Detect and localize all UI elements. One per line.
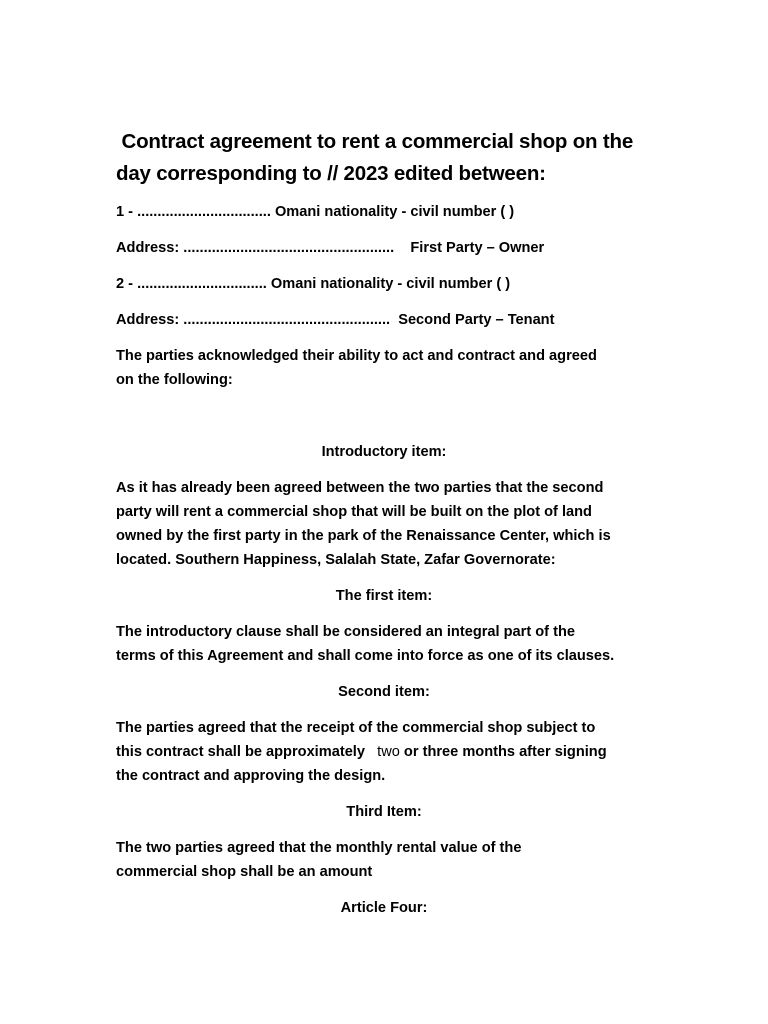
second-item-paragraph: [116, 716, 652, 788]
party2-line: 2 - ................................ Omani nationality - civil number ( ): [116, 276, 511, 292]
second-line-3: the contract and approving the design.: [116, 768, 386, 784]
second-line-1: The parties agreed that the receipt of the commercial shop subject to: [116, 720, 596, 736]
ack-line-2: on the following:: [116, 372, 233, 388]
first-line-2: terms of this Agreement and shall come into force as one of its clauses.: [116, 648, 615, 664]
title-line-1: Contract agreement to rent a commercial shop on the: [116, 130, 634, 153]
second-line-2a: this contract shall be approximately: [116, 744, 378, 760]
acknowledgement-paragraph: [116, 344, 652, 392]
party2-address: Address: ................................................... Second Party – Tenant: [116, 312, 555, 328]
party1-address: Address: .................................................... First Party – Owner: [116, 240, 545, 256]
second-item-heading: Second item:: [338, 684, 430, 700]
third-line-2: commercial shop shall be an amount: [116, 864, 373, 880]
second-line-2b: two: [377, 744, 400, 760]
first-line-1: The introductory clause shall be considered an integral part of the: [116, 624, 575, 640]
ack-line-1: The parties acknowledged their ability to act and contract and agreed: [116, 348, 597, 364]
intro-line-4: located. Southern Happiness, Salalah State, Zafar Governorate:: [116, 552, 556, 568]
document-title: [116, 126, 676, 190]
first-item-paragraph: [116, 620, 652, 668]
intro-line-3: owned by the first party in the park of the Renaissance Center, which is: [116, 528, 611, 544]
intro-line-1: As it has already been agreed between the two parties that the second: [116, 480, 604, 496]
introductory-paragraph: [116, 476, 652, 572]
third-line-1: The two parties agreed that the monthly rental value of the: [116, 840, 522, 856]
third-item-heading: Third Item:: [346, 804, 422, 820]
intro-line-2: party will rent a commercial shop that will be built on the plot of land: [116, 504, 592, 520]
second-line-2c: or three months after signing: [399, 744, 607, 760]
second-line-2: [116, 740, 652, 764]
first-item-heading: The first item:: [335, 588, 433, 604]
introductory-heading: Introductory item:: [321, 444, 447, 460]
third-item-paragraph: [116, 836, 652, 884]
title-line-2: day corresponding to // 2023 edited between:: [116, 162, 546, 185]
article-four-heading: Article Four:: [340, 900, 428, 916]
party1-line: 1 - ................................. Omani nationality - civil number ( ): [116, 204, 515, 220]
